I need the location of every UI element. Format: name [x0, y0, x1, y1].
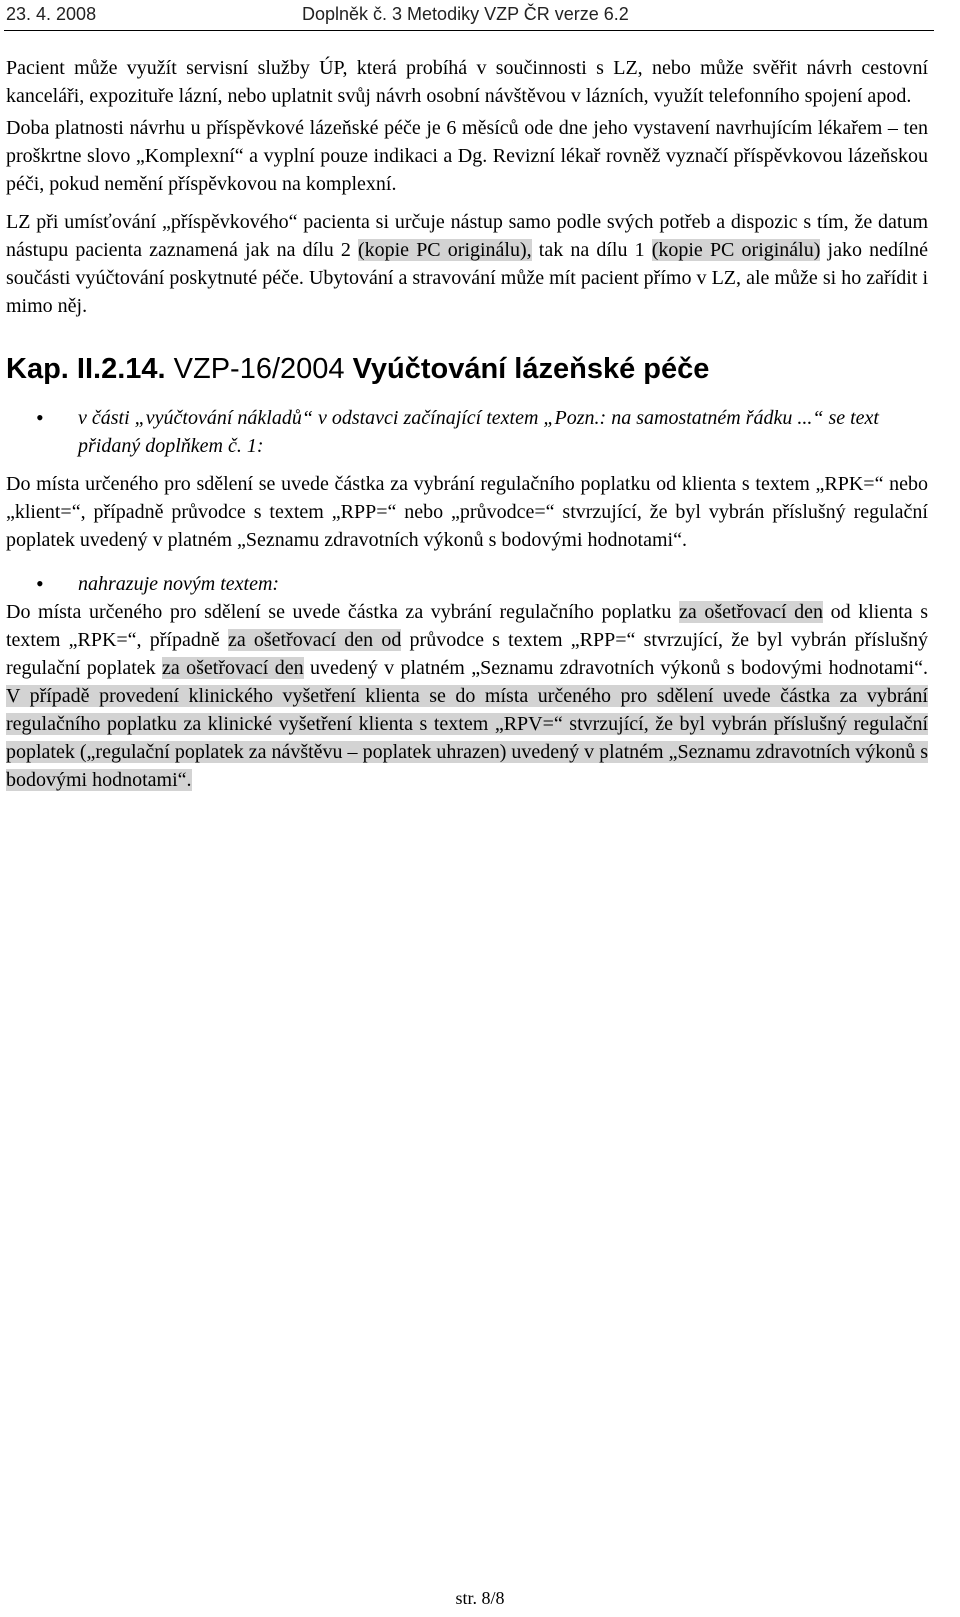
- new-text-c: průvodce s textem „RPP=“ stvrzující, že byl vybrán příslušný regulační poplatek: [6, 629, 928, 679]
- highlighted-text: (kopie PC originálu): [651, 239, 821, 261]
- section-title: Vyúčtování lázeňské péče: [352, 353, 710, 385]
- highlighted-text: za ošetřovací den: [679, 601, 824, 623]
- header-date: 23. 4. 2008: [6, 4, 97, 24]
- paragraph-old-text: Do místa určeného pro sdělení se uvede částka za vybrání regulačního poplatku od klienta s textem „RPK=“ nebo „klient=“, případně průvodce s textem „RPP=“ nebo „průvodce=“ stvrzující, že byl vybrán příslušný regulační poplatek uvedený v platném „Seznamu zdravotních výkonů s bodovými hodnotami“.: [6, 473, 928, 551]
- new-text-b: od klienta s textem „RPK=“, případně: [6, 601, 928, 651]
- section-code: VZP-16/2004: [173, 353, 345, 385]
- paragraph-lz-text-a: LZ při umísťování „příspěvkového“ pacienta si určuje nástup samo podle svých potřeb a dispozic s tím, že datum nástupu pacienta zaznamená jak na dílu 2: [6, 211, 928, 261]
- bullet-text-nahrazuje: nahrazuje novým textem:: [78, 573, 280, 595]
- header-divider: [4, 30, 934, 31]
- paragraph-doba-platnosti: Doba platnosti návrhu u příspěvkové lázeňské péče je 6 měsíců ode dne jeho vystavení navrhujícím lékařem – ten proškrtne slovo „Komplexní“ a vyplní pouze indikaci a Dg. Revizní lékař rovněž vyznačí příspěvkovou lázeňskou péči, pokud nemění příspěvkovou na komplexní.: [6, 117, 928, 195]
- document-body: [6, 54, 928, 800]
- paragraph-servisni-sluzby: Pacient může využít servisní služby ÚP, která probíhá v součinnosti s LZ, nebo může svěřit návrh cestovní kanceláři, expozituře lázní, nebo uplatnit svůj návrh osobní návštěvou v lázních, využít telefonního spojení apod.: [6, 57, 928, 107]
- paragraph-lz-text-b: tak na dílu 1: [531, 239, 652, 261]
- section-number: Kap. II.2.14.: [6, 353, 166, 385]
- paragraph-new-text: [6, 598, 928, 794]
- bullet-icon: •: [36, 405, 44, 430]
- highlighted-text: za ošetřovací den od: [227, 629, 402, 651]
- new-text-a: Do místa určeného pro sdělení se uvede částka za vybrání regulačního poplatku: [6, 601, 680, 623]
- bullet-item: [6, 404, 928, 460]
- highlighted-text: V případě provedení klinického vyšetření klienta se do místa určeného pro sdělení uvede částka za vybrání regulačního poplatku za klinické vyšetření klienta s textem „RPV=“ stvrzující, že byl vybrán příslušný regulační poplatek („regulační poplatek za návštěvu – poplatek uhrazen) uvedený v platném „Seznamu zdravotních výkonů s bodovými hodnotami“.: [6, 685, 928, 791]
- section-heading: [6, 352, 928, 386]
- paragraph-lz-umistovani: [6, 208, 928, 320]
- highlighted-text: (kopie PC originálu),: [357, 239, 532, 261]
- header-document-title: Doplněk č. 3 Metodiky VZP ČR verze 6.2: [302, 4, 629, 24]
- bullet-item: [6, 570, 928, 598]
- paragraph-lz-text-c: jako nedílné součásti vyúčtování poskytnuté péče. Ubytování a stravování může mít pacient přímo v LZ, ale může si ho zařídit i mimo něj.: [6, 239, 928, 317]
- bullet-text-cast: v části „vyúčtování nákladů“ v odstavci začínající textem „Pozn.: na samostatném řádku ...“ se text přidaný doplňkem č. 1:: [78, 407, 879, 457]
- page-number: str. 8/8: [455, 1588, 505, 1608]
- new-text-d: uvedený v platném „Seznamu zdravotních výkonů s bodovými hodnotami“.: [303, 657, 928, 679]
- page-header: [6, 4, 934, 26]
- highlighted-text: za ošetřovací den: [162, 657, 304, 679]
- bullet-icon: •: [36, 571, 44, 596]
